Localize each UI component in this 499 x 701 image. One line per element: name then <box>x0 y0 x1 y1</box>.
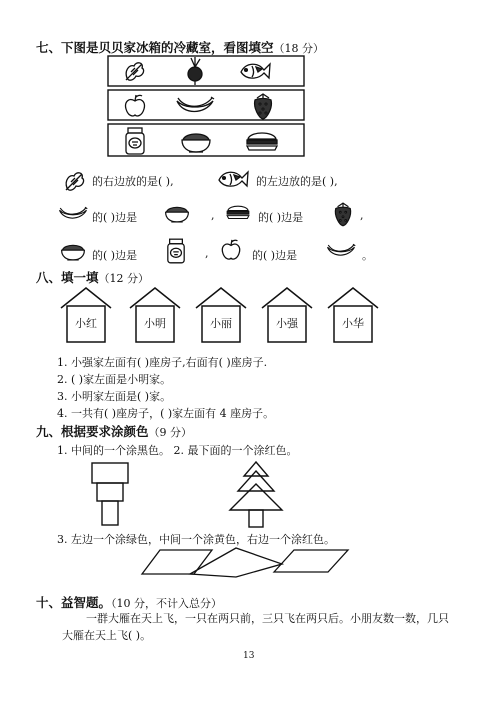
q3a-comma: , <box>205 247 209 260</box>
section7-heading <box>36 38 324 56</box>
section10-heading <box>36 593 222 611</box>
section10-score: （10 分，不计入总分） <box>111 597 223 610</box>
s10-line-2: 大雁在天上飞( )。 <box>62 629 152 642</box>
triangle-tree-figure <box>228 460 284 530</box>
jar-icon <box>166 237 186 265</box>
section8-score: （12 分） <box>98 272 150 285</box>
house-label: 小强 <box>276 317 298 330</box>
hamburger-icon <box>244 130 280 152</box>
s9-line-1: 1. 中间的一个涂黑色。 2. 最下面的一个涂红色。 <box>57 444 298 457</box>
section8-heading <box>36 268 149 286</box>
section9-title: 九、根据要求涂颜色 <box>36 424 149 439</box>
house-4 <box>260 286 314 344</box>
cabbage-icon <box>62 168 88 194</box>
q1b-text: 的左边放的是( ), <box>256 175 338 188</box>
fish-icon <box>238 58 272 84</box>
fish-icon <box>216 166 250 192</box>
rice-bowl-icon <box>164 202 190 224</box>
section8-title: 八、填一填 <box>36 270 99 285</box>
apple-icon <box>220 238 242 262</box>
q3a-text: 的( )边是 <box>92 249 138 262</box>
rice-bowl-icon <box>180 128 212 154</box>
cabbage-icon <box>122 58 148 84</box>
house-label: 小明 <box>144 317 166 330</box>
section10-title: 十、益智题。 <box>36 595 112 610</box>
hamburger-icon <box>225 203 251 221</box>
q3b-text: 的( )边是 <box>252 249 298 262</box>
parallelograms-figure <box>140 544 350 578</box>
radish-icon <box>183 56 207 86</box>
section7-score: （18 分） <box>273 42 325 55</box>
section7-title: 七、下图是贝贝家冰箱的冷藏室，看图填空 <box>36 40 274 55</box>
s8-line-4: 4. 一共有( )座房子，( )家左面有 4 座房子。 <box>57 407 275 420</box>
s10-line-1: 一群大雁在天上飞，一只在两只前，三只飞在两只后。小朋友数一数，几只 <box>86 612 449 625</box>
section9-score: （9 分） <box>148 426 193 439</box>
q2b-text: 的( )边是 <box>258 211 304 224</box>
house-2 <box>128 286 182 344</box>
stacked-rectangles-figure <box>84 462 134 528</box>
house-5 <box>326 286 380 344</box>
banana-icon <box>326 242 356 260</box>
s9-line-2: 3. 左边一个涂绿色，中间一个涂黄色，右边一个涂红色。 <box>57 533 335 546</box>
banana-icon <box>175 95 215 117</box>
q2a-comma: , <box>211 209 215 222</box>
rice-bowl-icon <box>60 240 86 262</box>
jar-icon <box>124 126 146 156</box>
house-3 <box>194 286 248 344</box>
house-label: 小丽 <box>210 317 232 330</box>
q2a-text: 的( )边是 <box>92 211 138 224</box>
strawberry-icon <box>252 92 274 120</box>
banana-icon <box>58 205 88 223</box>
s8-line-3: 3. 小明家左面是( )家。 <box>57 390 172 403</box>
q2b-comma: , <box>360 209 364 222</box>
house-label: 小红 <box>75 317 97 330</box>
s8-line-2: 2. ( )家左面是小明家。 <box>57 373 172 386</box>
q1a-text: 的右边放的是( ), <box>92 175 174 188</box>
house-label: 小华 <box>342 317 364 330</box>
q3b-end: 。 <box>362 249 373 262</box>
page-number: 13 <box>243 651 255 661</box>
s8-line-1: 1. 小强家左面有( )座房子,右面有( )座房子. <box>57 356 268 369</box>
apple-icon <box>123 93 147 119</box>
house-1 <box>59 286 113 344</box>
strawberry-icon <box>333 201 353 227</box>
section9-heading <box>36 422 192 440</box>
